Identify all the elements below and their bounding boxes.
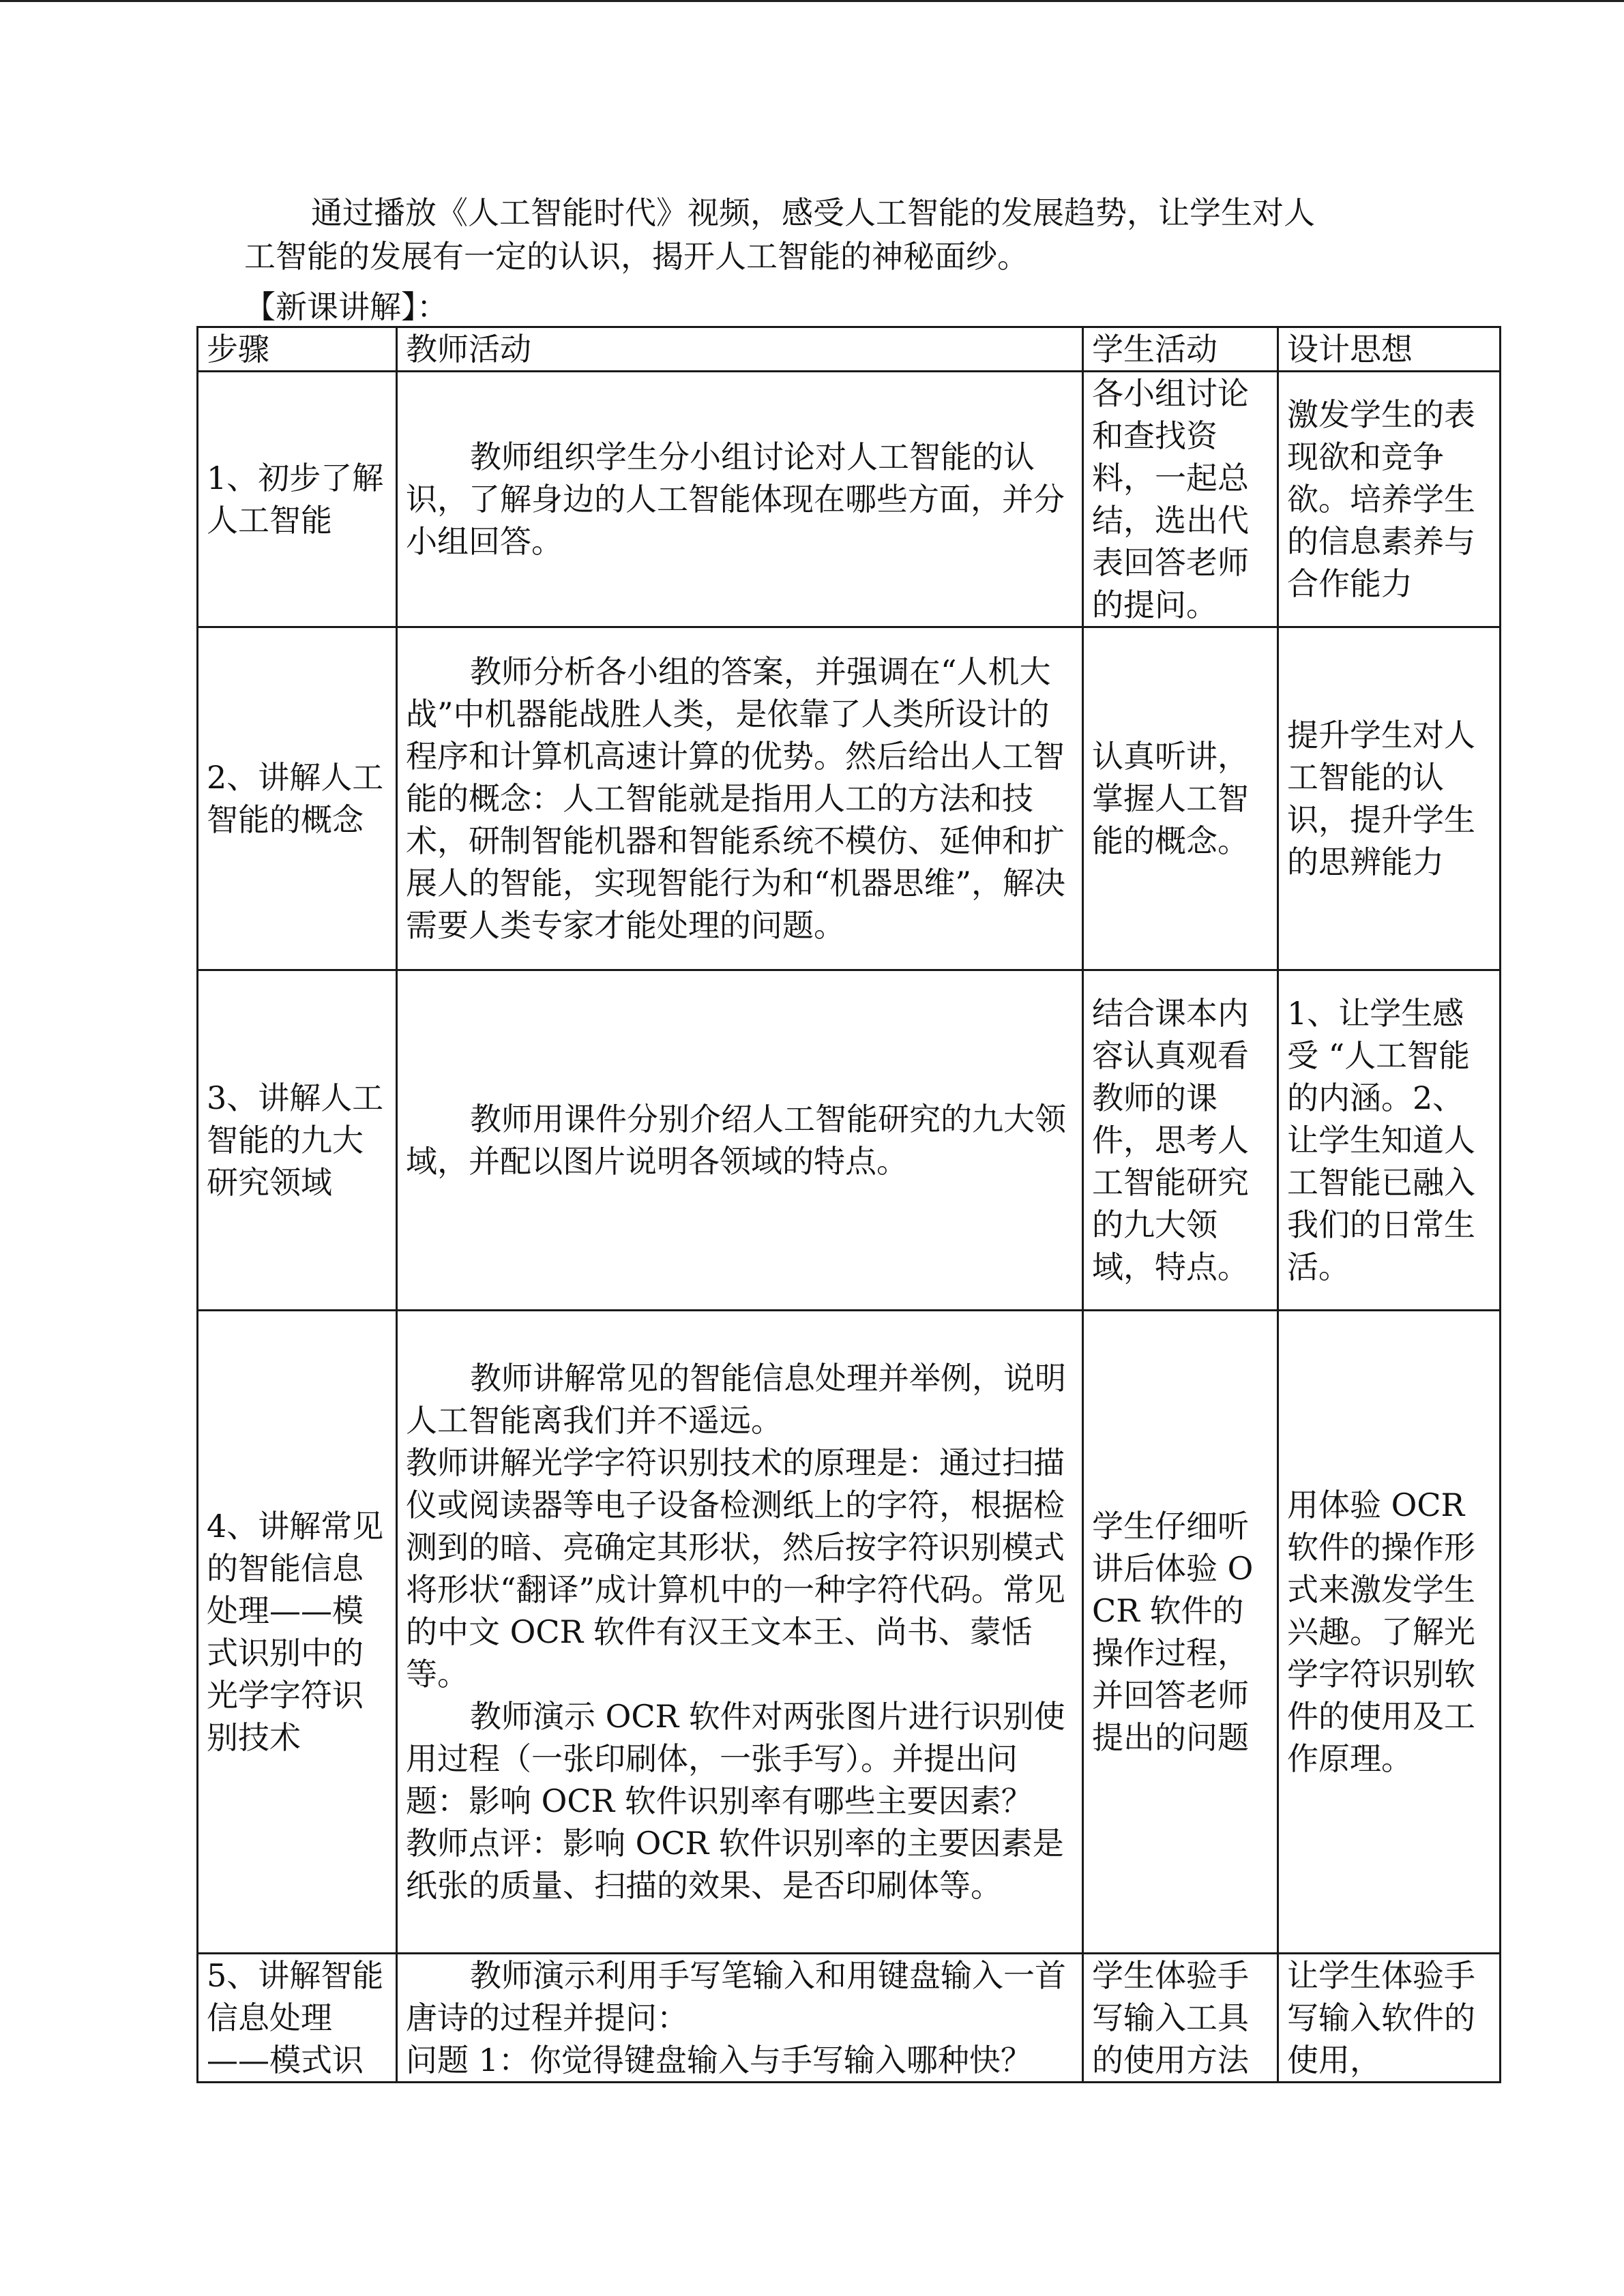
design-idea-cell: 提升学生对人工智能的认识，提升学生的思辨能力 — [1278, 627, 1501, 970]
student-activity-cell: 各小组讨论和查找资料，一起总结，选出代表回答老师的提问。 — [1083, 372, 1278, 627]
design-idea-cell: 1、让学生感受 “人工智能的内涵。2、让学生知道人工智能已融入我们的日常生活。 — [1278, 970, 1501, 1311]
teacher-paragraph: 教师用课件分别介绍人工智能研究的九大领域，并配以图片说明各领域的特点。 — [406, 1101, 1066, 1180]
table-row — [198, 1311, 1501, 1954]
teacher-activity-cell — [397, 970, 1083, 1311]
design-idea-cell: 用体验 OCR 软件的操作形式来激发学生兴趣。了解光学字符识别软件的使用及工作原理。 — [1278, 1311, 1501, 1954]
table-row — [198, 627, 1501, 970]
table-row — [198, 372, 1501, 627]
intro-line-1: 通过播放《人工智能时代》视频，感受人工智能的发展趋势，让学生对人 — [311, 194, 1315, 231]
teacher-paragraph: 问题 1：你觉得键盘输入与手写输入哪种快？ — [406, 2042, 1032, 2078]
teacher-paragraph: 教师讲解常见的智能信息处理并举例，说明人工智能离我们并不遥远。 — [406, 1360, 1066, 1439]
teacher-activity-cell — [397, 372, 1083, 627]
step-cell: 1、初步了解人工智能 — [198, 372, 397, 627]
intro-paragraph — [244, 191, 1404, 278]
table-row — [198, 1954, 1501, 2083]
design-idea-cell: 让学生体验手写输入软件的使用， — [1278, 1954, 1501, 2083]
teacher-activity-cell — [397, 627, 1083, 970]
design-idea-cell: 激发学生的表现欲和竞争欲。培养学生的信息素养与合作能力 — [1278, 372, 1501, 627]
table-row — [198, 970, 1501, 1311]
intro-line-2: 工智能的发展有一定的认识，揭开人工智能的神秘面纱。 — [244, 238, 1029, 275]
student-activity-cell: 学生体验手写输入工具的使用方法 — [1083, 1954, 1278, 2083]
teacher-paragraph: 教师组织学生分小组讨论对人工智能的认识，了解身边的人工智能体现在哪些方面，并分小组回答。 — [406, 438, 1065, 560]
teacher-paragraph: 教师演示利用手写笔输入和用键盘输入一首唐诗的过程并提问： — [406, 1957, 1066, 2036]
student-activity-cell: 认真听讲，掌握人工智能的概念。 — [1083, 627, 1278, 970]
header-design-idea: 设计思想 — [1278, 327, 1501, 372]
student-activity-cell: 学生仔细听讲后体验 OCR 软件的操作过程，并回答老师提出的问题 — [1083, 1311, 1278, 1954]
step-cell: 4、讲解常见的智能信息处理——模式识别中的光学字符识别技术 — [198, 1311, 397, 1954]
section-heading: 【新课讲解】： — [244, 288, 448, 325]
teacher-paragraph: 教师讲解光学字符识别技术的原理是：通过扫描仪或阅读器等电子设备检测纸上的字符，根据检测到的暗、亮确定其形状，然后按字符识别模式将形状“翻译”成计算机中的一种字符代码。常见的中文 OCR 软件有汉王文本王、尚书、蒙恬等。 — [406, 1444, 1066, 1693]
teacher-paragraph: 教师分析各小组的答案，并强调在“人机大战”中机器能战胜人类，是依靠了人类所设计的程序和计算机高速计算的优势。然后给出人工智能的概念：人工智能就是指用人工的方法和技术，研制智能机器和智能系统不模仿、延伸和扩展人的智能，实现智能行为和“机器思维”，解决需要人类专家才能处理的问题。 — [406, 653, 1066, 944]
header-student-activity: 学生活动 — [1083, 327, 1278, 372]
teacher-activity-cell — [397, 1954, 1083, 2083]
step-cell: 2、讲解人工智能的概念 — [198, 627, 397, 970]
lesson-table — [196, 326, 1501, 2083]
table-header-row — [198, 327, 1501, 372]
teacher-activity-cell — [397, 1311, 1083, 1954]
header-teacher-activity: 教师活动 — [397, 327, 1083, 372]
page-top-rule — [0, 0, 1624, 2]
teacher-paragraph: 教师点评：影响 OCR 软件识别率的主要因素是纸张的质量、扫描的效果、是否印刷体等。 — [406, 1825, 1064, 1904]
teacher-paragraph: 教师演示 OCR 软件对两张图片进行识别使用过程（一张印刷体，一张手写）。并提出问题：影响 OCR 软件识别率有哪些主要因素？ — [406, 1698, 1065, 1819]
student-activity-cell: 结合课本内容认真观看教师的课件，思考人工智能研究的九大领域，特点。 — [1083, 970, 1278, 1311]
step-cell: 3、讲解人工智能的九大研究领域 — [198, 970, 397, 1311]
header-step: 步骤 — [198, 327, 397, 372]
step-cell: 5、讲解智能信息处理——模式识 — [198, 1954, 397, 2083]
